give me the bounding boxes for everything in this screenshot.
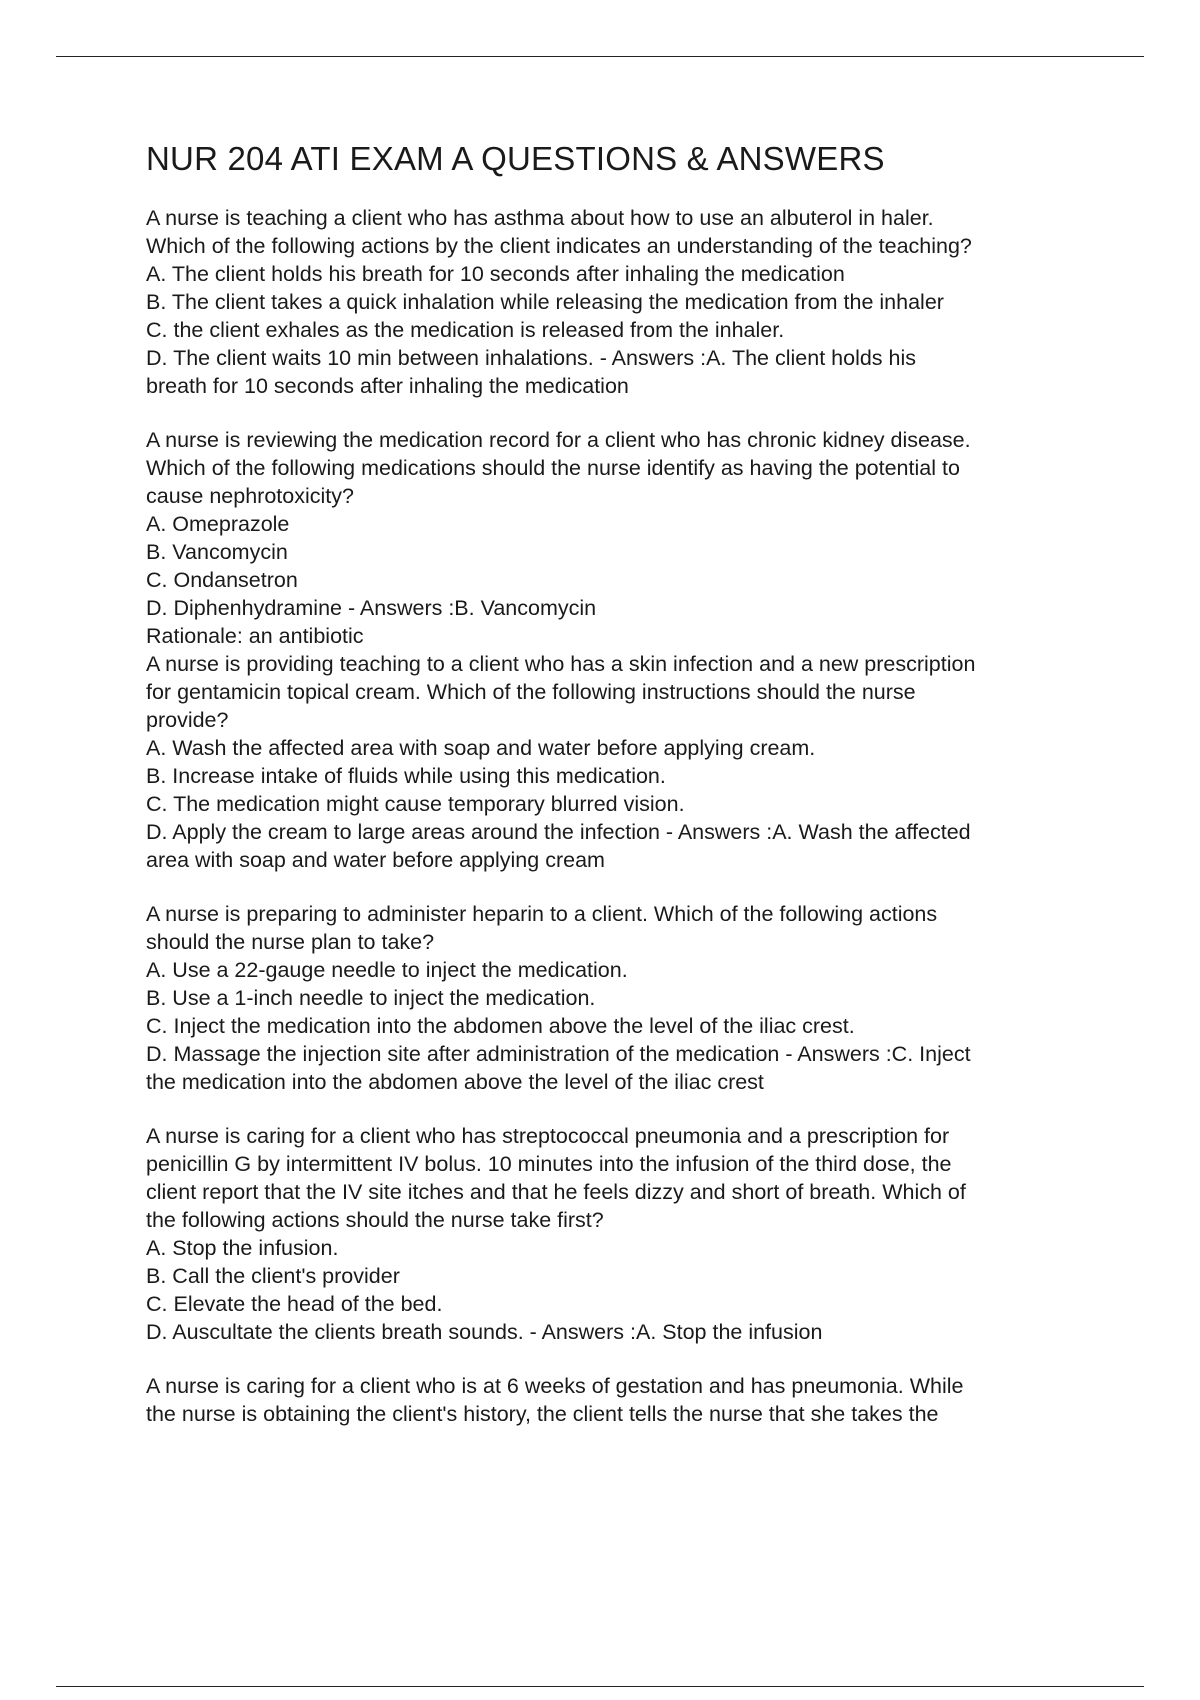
footer-rule bbox=[56, 1686, 1144, 1687]
text-line: area with soap and water before applying cream bbox=[146, 848, 605, 872]
text-line: B. Increase intake of fluids while using this medication. bbox=[146, 764, 666, 788]
question-block bbox=[146, 204, 1116, 400]
block-spacer bbox=[146, 1346, 1116, 1372]
text-line: client report that the IV site itches and that he feels dizzy and short of breath. Which of bbox=[146, 1180, 966, 1204]
text-line: A nurse is caring for a client who has streptococcal pneumonia and a prescription for bbox=[146, 1124, 950, 1148]
text-line: C. The medication might cause temporary blurred vision. bbox=[146, 792, 685, 816]
header-rule bbox=[56, 56, 1144, 57]
text-line: A nurse is providing teaching to a client who has a skin infection and a new prescription bbox=[146, 652, 976, 676]
text-line: D. Apply the cream to large areas around the infection - Answers :A. Wash the affected bbox=[146, 820, 971, 844]
question-block bbox=[146, 426, 1116, 874]
text-line: A nurse is reviewing the medication record for a client who has chronic kidney disease. bbox=[146, 428, 971, 452]
text-line: A nurse is caring for a client who is at 6 weeks of gestation and has pneumonia. While bbox=[146, 1374, 964, 1398]
text-line: D. Diphenhydramine - Answers :B. Vancomycin bbox=[146, 596, 597, 620]
text-line: A. Wash the affected area with soap and water before applying cream. bbox=[146, 736, 816, 760]
text-line: provide? bbox=[146, 708, 229, 732]
text-line: C. the client exhales as the medication is released from the inhaler. bbox=[146, 318, 785, 342]
text-line: A. Use a 22-gauge needle to inject the medication. bbox=[146, 958, 628, 982]
text-line: cause nephrotoxicity? bbox=[146, 484, 354, 508]
text-line: A. Omeprazole bbox=[146, 512, 290, 536]
text-line: the following actions should the nurse take first? bbox=[146, 1208, 604, 1232]
question-block bbox=[146, 1372, 1116, 1428]
question-list bbox=[146, 204, 1116, 1428]
text-line: C. Ondansetron bbox=[146, 568, 298, 592]
text-line: A nurse is preparing to administer heparin to a client. Which of the following actions bbox=[146, 902, 938, 926]
text-line: B. The client takes a quick inhalation while releasing the medication from the inhaler bbox=[146, 290, 944, 314]
text-line: Which of the following medications should the nurse identify as having the potential to bbox=[146, 456, 960, 480]
text-line: the medication into the abdomen above the level of the iliac crest bbox=[146, 1070, 764, 1094]
text-line: B. Call the client's provider bbox=[146, 1264, 400, 1288]
text-line: D. Auscultate the clients breath sounds. - Answers :A. Stop the infusion bbox=[146, 1320, 823, 1344]
question-block bbox=[146, 1122, 1116, 1346]
text-line: C. Inject the medication into the abdomen above the level of the iliac crest. bbox=[146, 1014, 855, 1038]
document-body bbox=[146, 140, 1116, 1428]
text-line: D. The client waits 10 min between inhalations. - Answers :A. The client holds his bbox=[146, 346, 917, 370]
text-line: A. Stop the infusion. bbox=[146, 1236, 339, 1260]
text-line: for gentamicin topical cream. Which of the following instructions should the nurse bbox=[146, 680, 916, 704]
text-line: the nurse is obtaining the client's history, the client tells the nurse that she takes the bbox=[146, 1402, 939, 1426]
text-line: breath for 10 seconds after inhaling the medication bbox=[146, 374, 629, 398]
text-line: C. Elevate the head of the bed. bbox=[146, 1292, 443, 1316]
block-spacer bbox=[146, 1096, 1116, 1122]
block-spacer bbox=[146, 400, 1116, 426]
page-title: NUR 204 ATI EXAM A QUESTIONS & ANSWERS bbox=[146, 140, 885, 177]
text-line: Rationale: an antibiotic bbox=[146, 624, 364, 648]
text-line: penicillin G by intermittent IV bolus. 10 minutes into the infusion of the third dose, the bbox=[146, 1152, 952, 1176]
question-block bbox=[146, 900, 1116, 1096]
text-line: should the nurse plan to take? bbox=[146, 930, 435, 954]
text-line: B. Use a 1-inch needle to inject the medication. bbox=[146, 986, 596, 1010]
block-spacer bbox=[146, 874, 1116, 900]
text-line: A. The client holds his breath for 10 seconds after inhaling the medication bbox=[146, 262, 845, 286]
text-line: D. Massage the injection site after administration of the medication - Answers :C. Inject bbox=[146, 1042, 971, 1066]
text-line: A nurse is teaching a client who has asthma about how to use an albuterol in haler. bbox=[146, 206, 934, 230]
text-line: Which of the following actions by the client indicates an understanding of the teaching? bbox=[146, 234, 972, 258]
text-line: B. Vancomycin bbox=[146, 540, 288, 564]
